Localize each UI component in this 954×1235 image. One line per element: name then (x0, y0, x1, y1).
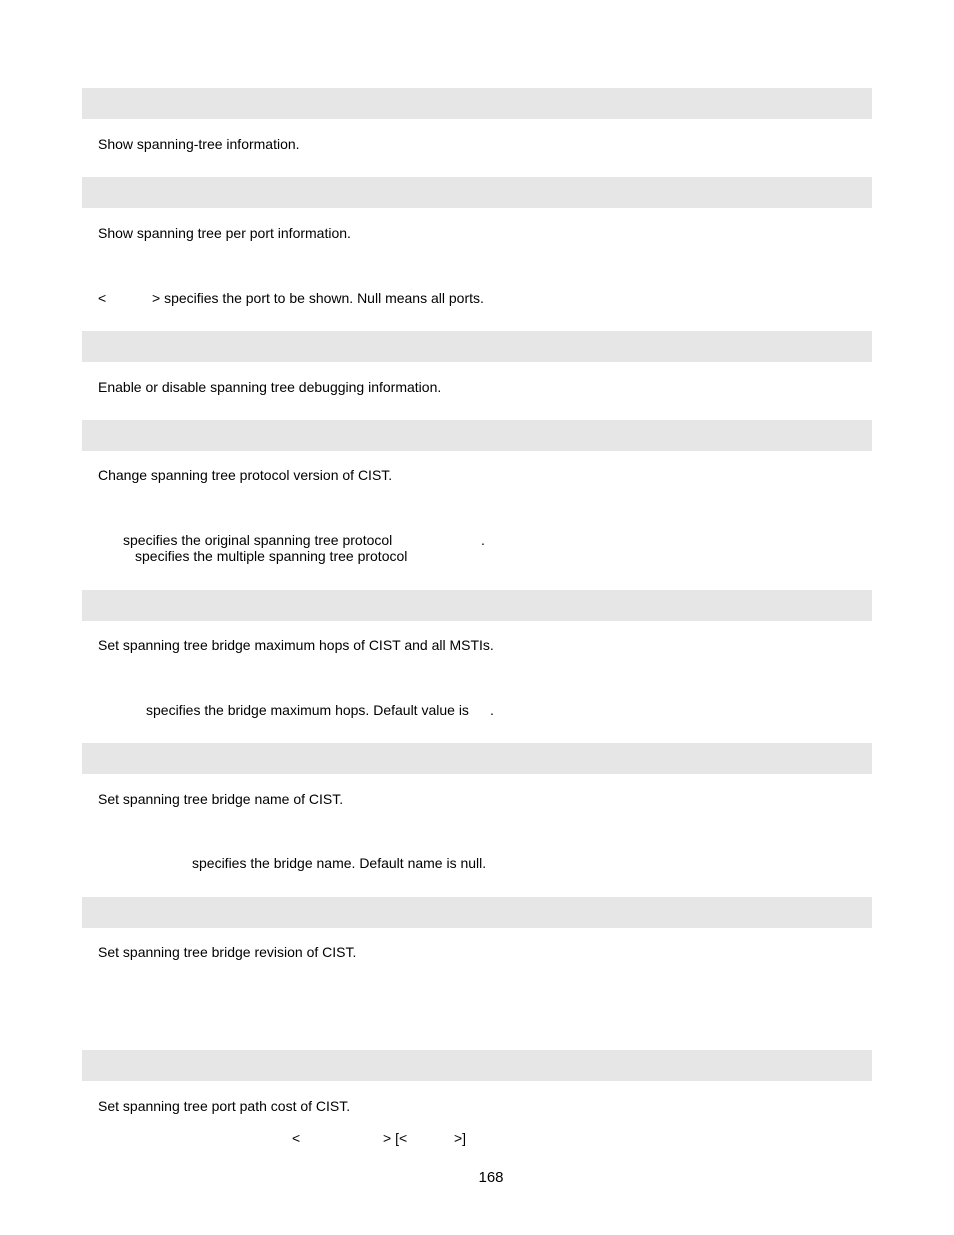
section-description: Change spanning tree protocol version of CIST. (98, 467, 393, 483)
syntax-bracket: > [< (383, 1130, 408, 1146)
section-header-bar (82, 590, 872, 621)
section-header-bar (82, 420, 872, 451)
parameter-bracket: < (98, 290, 107, 306)
section-header-bar (82, 1050, 872, 1081)
section-description: Set spanning tree bridge maximum hops of CIST and all MSTIs. (98, 637, 494, 653)
syntax-bracket: >] (454, 1130, 467, 1146)
parameter-description: specifies the bridge maximum hops. Default value is (146, 702, 469, 718)
parameter-description: specifies the multiple spanning tree protocol (135, 548, 408, 564)
section-description: Set spanning tree bridge revision of CIST. (98, 944, 357, 960)
section-header-bar (82, 331, 872, 362)
section-description: Show spanning tree per port information. (98, 225, 351, 241)
section-header-bar (82, 897, 872, 928)
parameter-description: > specifies the port to be shown. Null means all ports. (152, 290, 484, 306)
parameter-description: specifies the original spanning tree protocol (123, 532, 393, 548)
syntax-bracket: < (292, 1130, 301, 1146)
parameter-punctuation: . (481, 532, 485, 548)
section-description: Show spanning-tree information. (98, 136, 300, 152)
parameter-punctuation: . (490, 702, 494, 718)
page-number: 168 (478, 1169, 504, 1186)
section-header-bar (82, 177, 872, 208)
section-description: Enable or disable spanning tree debugging information. (98, 379, 442, 395)
section-description: Set spanning tree port path cost of CIST. (98, 1098, 351, 1114)
section-header-bar (82, 88, 872, 119)
section-header-bar (82, 743, 872, 774)
parameter-description: specifies the bridge name. Default name is null. (192, 855, 487, 871)
section-description: Set spanning tree bridge name of CIST. (98, 791, 344, 807)
